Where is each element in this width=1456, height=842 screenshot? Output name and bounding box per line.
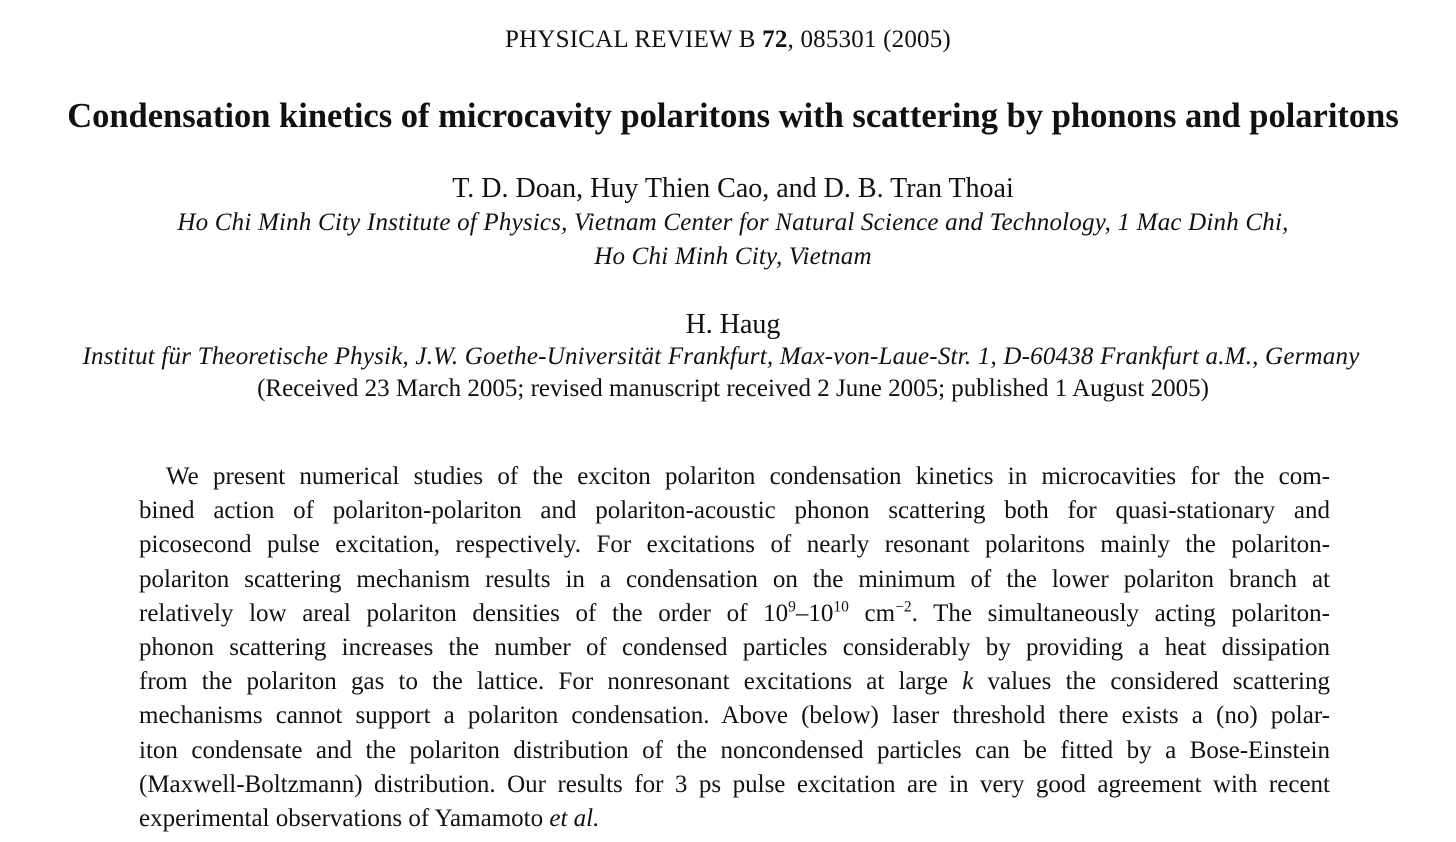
abstract-line: picosecond pulse excitation, respectively. For excitations of nearly resonant polaritons mainly the polariton- bbox=[139, 531, 1330, 559]
abstract-line: We present numerical studies of the exciton polariton condensation kinetics in microcavities for the com- bbox=[166, 463, 1330, 490]
affiliation-2: Institut für Theoretische Physik, J.W. Goethe-Universität Frankfurt, Max-von-Laue-Str. 1, D-60438 Frankfurt a.M., Germany bbox=[82, 343, 1360, 370]
journal-volume: 72 bbox=[762, 26, 788, 53]
abstract-line bbox=[139, 665, 1330, 699]
abstract-text: experimental observations of Yamamoto bbox=[139, 804, 550, 832]
et-al: et al. bbox=[549, 804, 600, 832]
abstract-line: polariton scattering mechanism results in a condensation on the minimum of the lower polariton branch at bbox=[139, 565, 1330, 593]
abstract bbox=[139, 460, 1330, 836]
author-list-1: T. D. Doan, Huy Thien Cao, and D. B. Tran Thoai bbox=[452, 173, 1014, 204]
author-list-2: H. Haug bbox=[685, 309, 781, 340]
affiliation-1-line-1: Ho Chi Minh City Institute of Physics, Vietnam Center for Natural Science and Technology, 1 Mac Dinh Chi, bbox=[177, 209, 1289, 236]
paper-title: Condensation kinetics of microcavity polaritons with scattering by phonons and polaritons bbox=[67, 97, 1399, 135]
received-dates: (Received 23 March 2005; revised manuscript received 2 June 2005; published 1 August 2005) bbox=[257, 375, 1209, 402]
article-number-year: , 085301 (2005) bbox=[787, 26, 951, 53]
journal-header bbox=[0, 26, 1456, 54]
abstract-line: (Maxwell-Boltzmann) distribution. Our results for 3 ps pulse excitation are in very good agreement with recent bbox=[139, 770, 1330, 798]
abstract-text: cm bbox=[848, 599, 896, 627]
abstract-line: phonon scattering increases the number of condensed particles considerably by providing a heat dissipation bbox=[139, 633, 1330, 661]
wavevector-symbol: k bbox=[962, 668, 974, 696]
abstract-line bbox=[139, 802, 1330, 836]
abstract-line: mechanisms cannot support a polariton condensation. Above (below) laser threshold there exists a (no) polar- bbox=[139, 702, 1330, 730]
abstract-text: values the considered scattering bbox=[973, 668, 1330, 696]
abstract-text: –10 bbox=[795, 599, 834, 627]
abstract-line: bined action of polariton-polariton and polariton-acoustic phonon scattering both for quasi-stationary and bbox=[139, 497, 1330, 525]
exponent: −2 bbox=[895, 598, 912, 616]
abstract-line: iton condensate and the polariton distribution of the noncondensed particles can be fitted by a Bose-Einstein bbox=[139, 736, 1330, 764]
exponent: 9 bbox=[788, 598, 796, 616]
exponent: 10 bbox=[833, 598, 849, 616]
abstract-text: relatively low areal polariton densities of the order of 10 bbox=[139, 599, 789, 627]
abstract-text: from the polariton gas to the lattice. For nonresonant excitations at large bbox=[139, 668, 963, 696]
affiliation-1-line-2: Ho Chi Minh City, Vietnam bbox=[594, 243, 872, 270]
abstract-line bbox=[139, 597, 1330, 631]
journal-name: PHYSICAL REVIEW B bbox=[505, 26, 756, 53]
abstract-text: . The simultaneously acting polariton- bbox=[911, 599, 1330, 627]
